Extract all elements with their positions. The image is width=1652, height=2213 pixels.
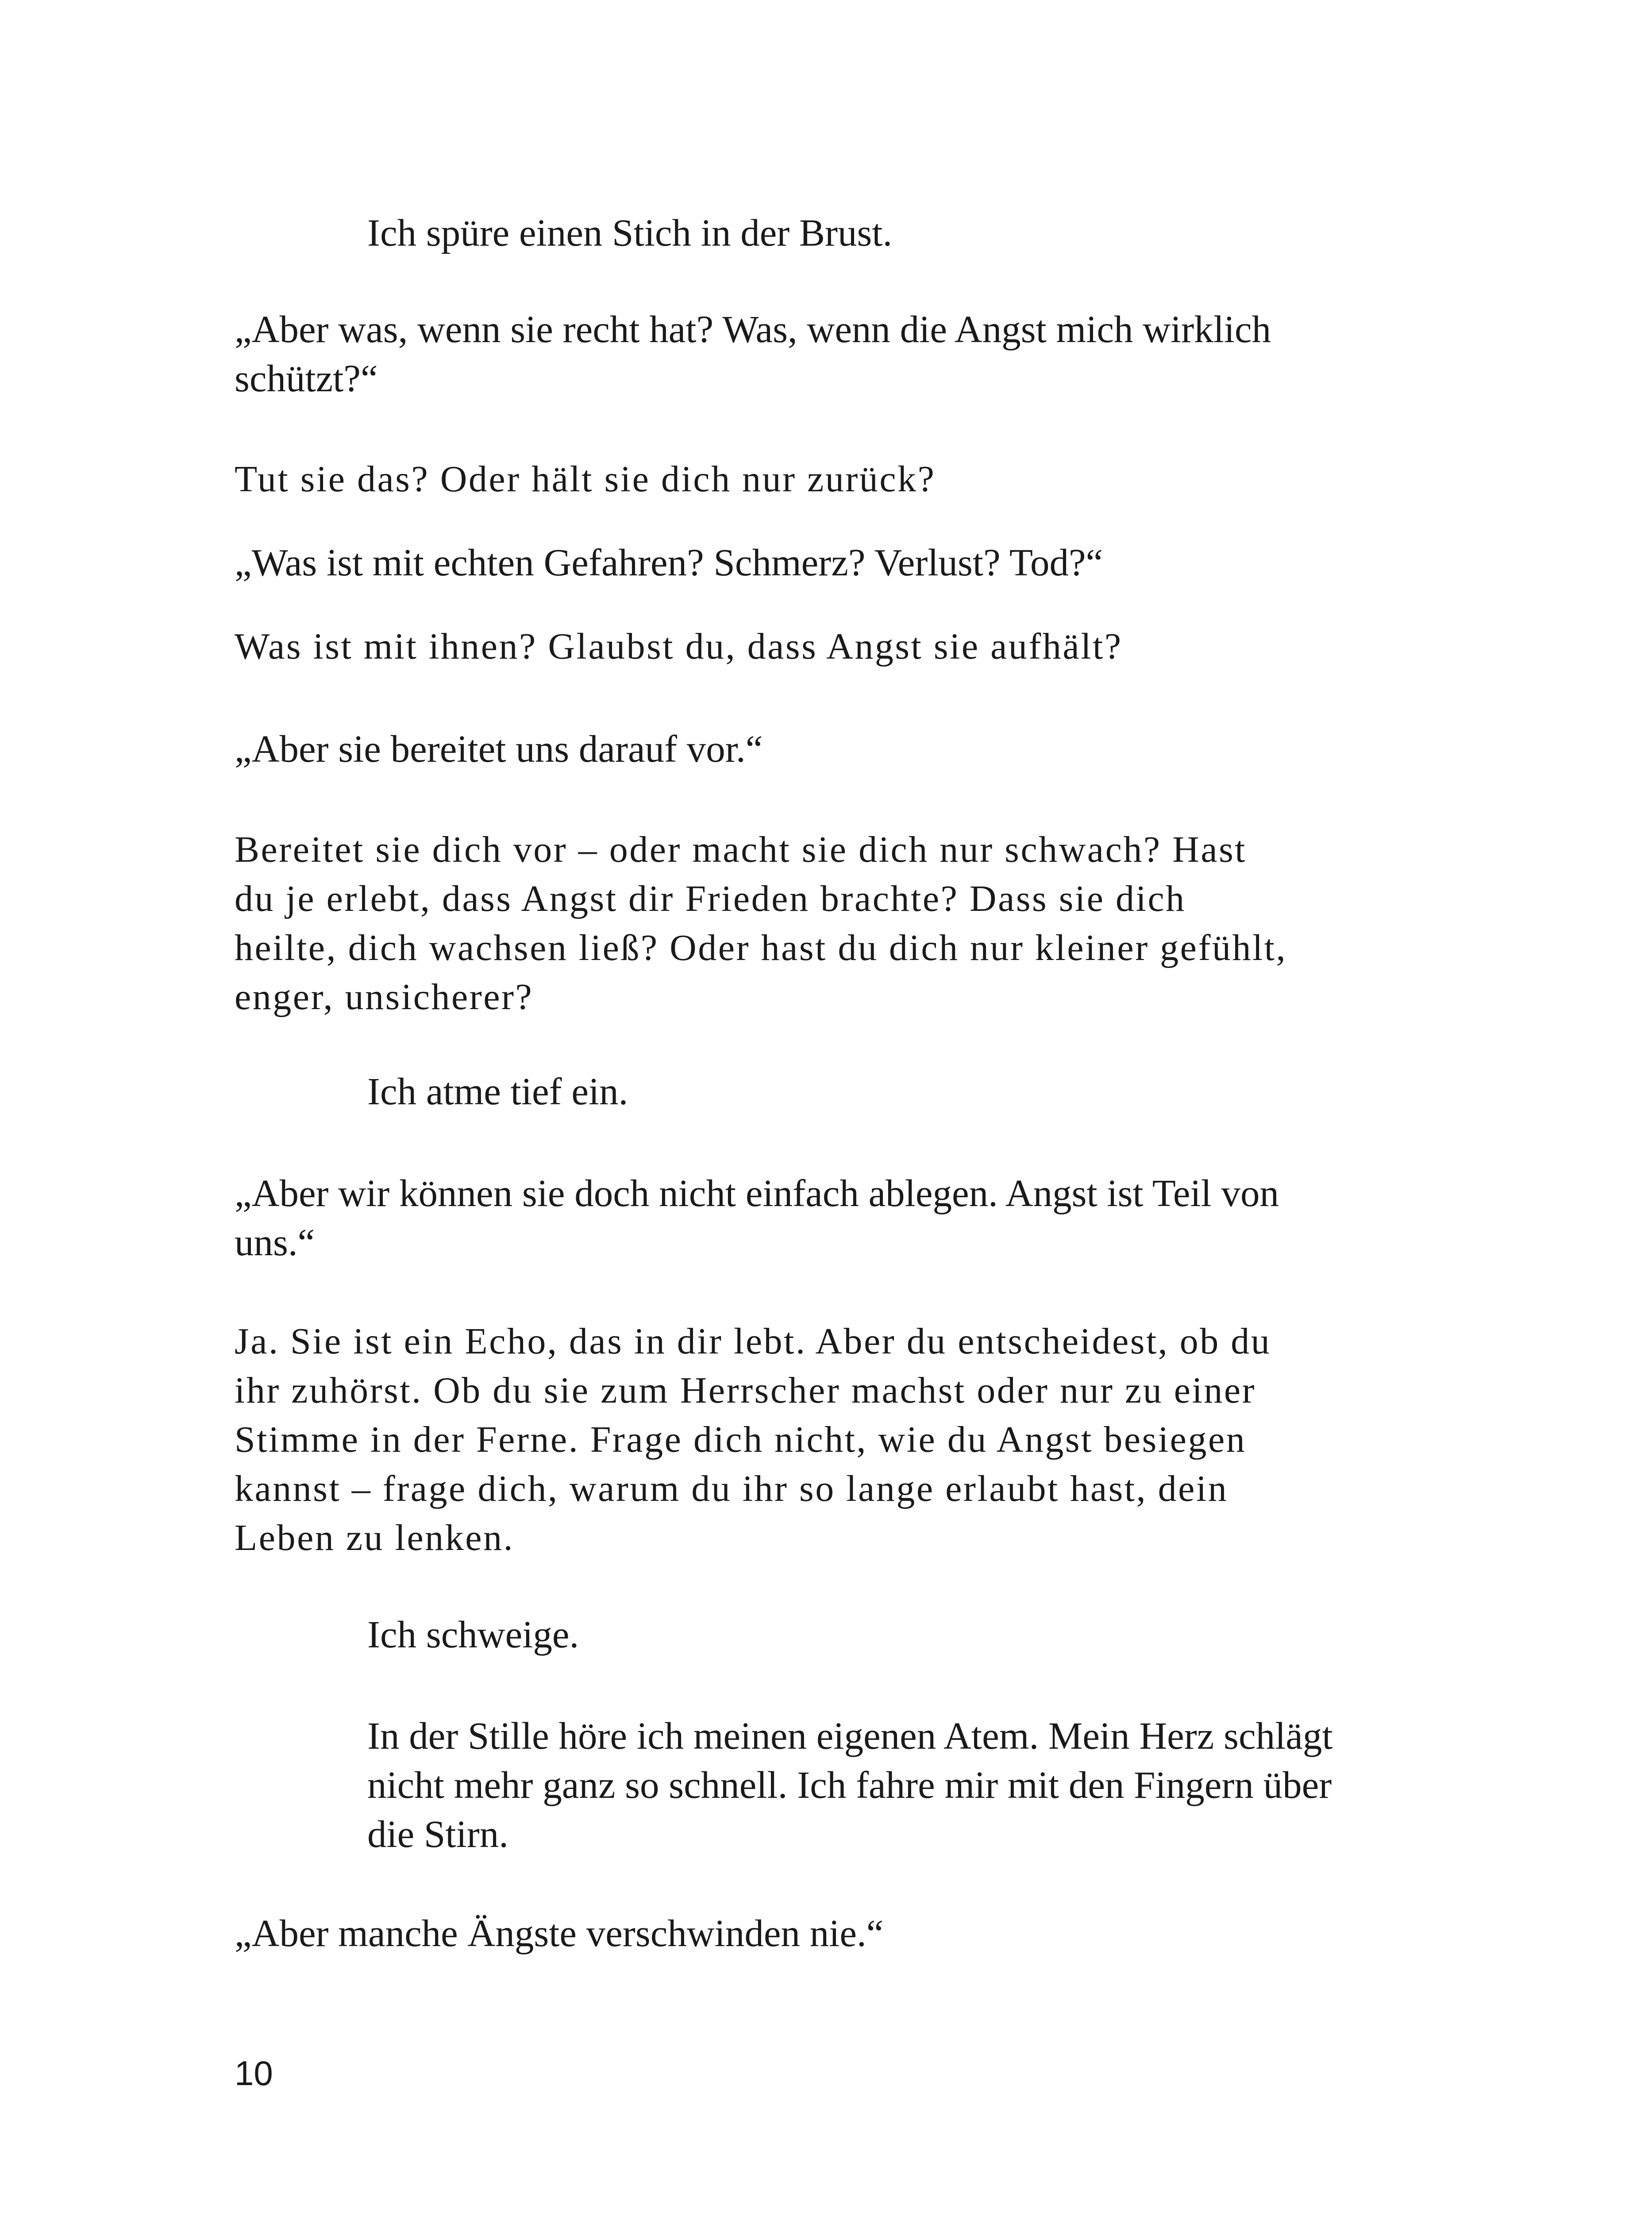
text-line: heilte, dich wachsen ließ? Oder hast du dich nur kleiner gefühlt,: [235, 927, 1287, 968]
text-line: In der Stille höre ich meinen eigenen Atem. Mein Herz schlägt: [367, 1714, 1333, 1757]
text-line: du je erlebt, dass Angst dir Frieden brachte? Dass sie dich: [235, 878, 1186, 919]
text-line: Ja. Sie ist ein Echo, das in dir lebt. Aber du entscheidest, ob du: [235, 1321, 1271, 1362]
paragraph-dialogue: [235, 305, 1271, 403]
text-line: Tut sie das? Oder hält sie dich nur zurück?: [235, 459, 936, 500]
paragraph-dialogue: [235, 1908, 883, 1958]
text-line: die Stirn.: [367, 1812, 508, 1855]
text-line: „Was ist mit echten Gefahren? Schmerz? Verlust? Tod?“: [235, 541, 1103, 584]
text-line: uns.“: [235, 1221, 315, 1264]
text-line: schützt?“: [235, 357, 378, 400]
paragraph-narration: [367, 1610, 579, 1659]
paragraph-voice: [235, 455, 936, 504]
text-line: Stimme in der Ferne. Frage dich nicht, wie du Angst besiegen: [235, 1419, 1247, 1460]
text-line: „Aber wir können sie doch nicht einfach ablegen. Angst ist Teil von: [235, 1172, 1279, 1214]
paragraph-dialogue: [235, 538, 1103, 587]
text-line: Was ist mit ihnen? Glaubst du, dass Angst sie aufhält?: [235, 626, 1123, 667]
paragraph-voice: [235, 825, 1287, 1022]
paragraph-dialogue: [235, 724, 762, 773]
paragraph-narration: [367, 1067, 628, 1116]
text-line: kannst – frage dich, warum du ihr so lange erlaubt hast, dein: [235, 1468, 1228, 1509]
paragraph-voice: [235, 622, 1123, 671]
paragraph-narration: [367, 208, 892, 257]
text-line: Ich schweige.: [367, 1613, 579, 1656]
text-line: Ich atme tief ein.: [367, 1070, 628, 1113]
paragraph-voice: [235, 1317, 1271, 1562]
text-line: Bereitet sie dich vor – oder macht sie dich nur schwach? Hast: [235, 829, 1247, 870]
text-line: enger, unsicherer?: [235, 976, 534, 1018]
paragraph-narration: [367, 1711, 1333, 1858]
text-line: ihr zuhörst. Ob du sie zum Herrscher machst oder nur zu einer: [235, 1370, 1256, 1411]
text-line: „Aber manche Ängste verschwinden nie.“: [235, 1912, 884, 1955]
text-line: „Aber was, wenn sie recht hat? Was, wenn die Angst mich wirklich: [235, 308, 1271, 351]
text-line: Ich spüre einen Stich in der Brust.: [367, 211, 893, 254]
text-line: Leben zu lenken.: [235, 1517, 515, 1558]
page-number: 10: [235, 2054, 273, 2093]
text-line: nicht mehr ganz so schnell. Ich fahre mir mit den Fingern über: [367, 1763, 1332, 1806]
text-line: „Aber sie bereitet uns darauf vor.“: [235, 727, 763, 770]
paragraph-dialogue: [235, 1168, 1279, 1267]
